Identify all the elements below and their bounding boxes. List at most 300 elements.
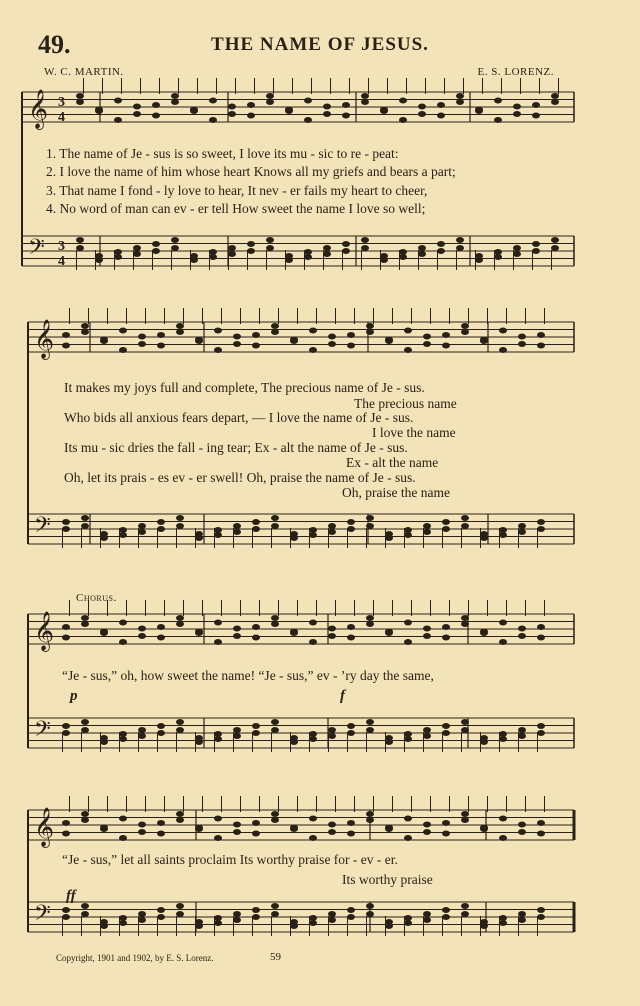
note-head: [423, 822, 431, 828]
note-head: [214, 532, 222, 538]
note-head: [209, 98, 217, 104]
note-head: [171, 93, 179, 99]
note-head: [62, 635, 70, 641]
note-head: [62, 526, 70, 532]
note-head: [475, 108, 483, 114]
note-head: [233, 334, 241, 340]
note-head: [247, 241, 255, 247]
page-number: 59: [270, 951, 281, 963]
note-head: [347, 332, 355, 338]
note-head: [290, 923, 298, 929]
note-head: [342, 248, 350, 254]
note-head: [437, 248, 445, 254]
note-head: [252, 730, 260, 736]
note-head: [290, 826, 298, 832]
note-head: [62, 730, 70, 736]
note-head: [537, 820, 545, 826]
note-head: [138, 334, 146, 340]
note-head: [347, 343, 355, 349]
note-head: [114, 254, 122, 260]
note-head: [233, 727, 241, 733]
note-head: [480, 338, 488, 344]
treble-clef-icon: 𝄞: [34, 807, 55, 847]
note-head: [347, 519, 355, 525]
note-head: [81, 727, 89, 733]
note-head: [366, 323, 374, 329]
note-head: [290, 630, 298, 636]
note-head: [423, 733, 431, 739]
note-head: [252, 914, 260, 920]
copyright-notice: Copyright, 1901 and 1902, by E. S. Lorenz.: [56, 953, 214, 963]
note-head: [62, 332, 70, 338]
note-head: [532, 113, 540, 119]
note-head: [518, 911, 526, 917]
note-head: [228, 104, 236, 110]
note-head: [195, 535, 203, 541]
note-head: [271, 523, 279, 529]
note-head: [252, 526, 260, 532]
note-head: [76, 93, 84, 99]
verse-line-1: 1. The name of Je - sus is so sweet, I love its mu - sic to re - peat:: [46, 146, 399, 161]
treble-clef-icon: 𝄞: [34, 611, 55, 651]
note-head: [152, 113, 160, 119]
note-head: [513, 111, 521, 117]
note-head: [228, 251, 236, 257]
note-head: [518, 822, 526, 828]
note-head: [62, 820, 70, 826]
note-head: [385, 535, 393, 541]
note-head: [157, 519, 165, 525]
note-head: [138, 917, 146, 923]
note-head: [456, 237, 464, 243]
note-head: [247, 248, 255, 254]
note-head: [518, 829, 526, 835]
note-head: [328, 633, 336, 639]
note-head: [157, 831, 165, 837]
note-head: [138, 829, 146, 835]
note-head: [328, 911, 336, 917]
note-head: [290, 338, 298, 344]
note-head: [347, 635, 355, 641]
note-head: [499, 328, 507, 334]
note-head: [499, 736, 507, 742]
note-head: [404, 835, 412, 841]
note-head: [442, 831, 450, 837]
note-head: [247, 113, 255, 119]
note-head: [328, 829, 336, 835]
note-head: [214, 620, 222, 626]
note-head: [233, 822, 241, 828]
note-head: [366, 817, 374, 823]
note-head: [532, 102, 540, 108]
note-head: [461, 323, 469, 329]
note-head: [328, 529, 336, 535]
note-head: [157, 343, 165, 349]
note-head: [537, 343, 545, 349]
note-head: [404, 347, 412, 353]
note-head: [366, 523, 374, 529]
note-head: [404, 816, 412, 822]
bass-clef-icon: 𝄢: [34, 513, 51, 543]
note-head: [114, 98, 122, 104]
note-head: [228, 111, 236, 117]
note-head: [518, 523, 526, 529]
note-head: [480, 535, 488, 541]
note-head: [252, 820, 260, 826]
note-head: [62, 343, 70, 349]
note-head: [328, 822, 336, 828]
note-head: [171, 245, 179, 251]
note-head: [385, 739, 393, 745]
dynamic-piano: p: [70, 688, 78, 704]
note-head: [176, 817, 184, 823]
note-head: [442, 914, 450, 920]
note-head: [81, 811, 89, 817]
note-head: [494, 254, 502, 260]
note-head: [532, 248, 540, 254]
note-head: [152, 102, 160, 108]
note-head: [404, 532, 412, 538]
note-head: [119, 835, 127, 841]
note-head: [271, 329, 279, 335]
note-head: [176, 523, 184, 529]
note-head: [442, 526, 450, 532]
note-head: [62, 914, 70, 920]
note-head: [190, 108, 198, 114]
note-head: [214, 920, 222, 926]
note-head: [380, 108, 388, 114]
note-head: [404, 328, 412, 334]
note-head: [119, 736, 127, 742]
treble-clef-icon: 𝄞: [34, 319, 55, 359]
note-head: [81, 615, 89, 621]
note-head: [342, 241, 350, 247]
note-head: [461, 727, 469, 733]
note-head: [209, 117, 217, 123]
note-head: [266, 237, 274, 243]
note-head: [423, 829, 431, 835]
note-head: [480, 923, 488, 929]
note-head: [499, 620, 507, 626]
note-head: [537, 730, 545, 736]
chorus-label: Chorus.: [76, 592, 117, 604]
note-head: [81, 719, 89, 725]
note-head: [309, 920, 317, 926]
note-head: [328, 626, 336, 632]
lyricist: W. C. MARTIN.: [44, 66, 124, 78]
note-head: [366, 515, 374, 521]
note-head: [461, 903, 469, 909]
note-head: [328, 523, 336, 529]
chorus-line-2-echo: Its worthy praise: [342, 872, 433, 887]
note-head: [285, 108, 293, 114]
note-head: [290, 739, 298, 745]
note-head: [461, 719, 469, 725]
note-head: [119, 920, 127, 926]
note-head: [176, 329, 184, 335]
time-signature-top: 3: [58, 95, 65, 110]
note-head: [347, 730, 355, 736]
verse-2-echo: I love the name: [372, 425, 456, 440]
note-head: [176, 615, 184, 621]
note-head: [157, 526, 165, 532]
note-head: [347, 820, 355, 826]
note-head: [271, 719, 279, 725]
note-head: [366, 727, 374, 733]
note-head: [252, 831, 260, 837]
note-head: [418, 111, 426, 117]
note-head: [537, 624, 545, 630]
note-head: [176, 811, 184, 817]
note-head: [499, 347, 507, 353]
note-head: [442, 343, 450, 349]
note-head: [461, 515, 469, 521]
note-head: [100, 923, 108, 929]
note-head: [138, 529, 146, 535]
note-head: [309, 328, 317, 334]
note-head: [442, 723, 450, 729]
note-head: [271, 323, 279, 329]
note-head: [323, 251, 331, 257]
note-head: [461, 811, 469, 817]
note-head: [366, 615, 374, 621]
note-head: [62, 831, 70, 837]
note-head: [119, 816, 127, 822]
note-head: [138, 822, 146, 828]
verse-line-3: 3. That name I fond - ly love to hear, It nev - er fails my heart to cheer,: [46, 183, 428, 198]
note-head: [513, 104, 521, 110]
note-head: [214, 347, 222, 353]
note-head: [176, 621, 184, 627]
note-head: [252, 635, 260, 641]
note-head: [309, 347, 317, 353]
verse-3-echo: Ex - alt the name: [346, 455, 439, 470]
note-head: [537, 907, 545, 913]
note-head: [423, 334, 431, 340]
note-head: [361, 245, 369, 251]
note-head: [214, 816, 222, 822]
note-head: [214, 639, 222, 645]
hymn-number: 49.: [38, 30, 71, 59]
note-head: [309, 639, 317, 645]
note-head: [423, 727, 431, 733]
note-head: [195, 338, 203, 344]
note-head: [81, 515, 89, 521]
note-head: [518, 334, 526, 340]
composer: E. S. LORENZ.: [477, 66, 554, 78]
note-head: [423, 341, 431, 347]
note-head: [328, 334, 336, 340]
note-head: [95, 108, 103, 114]
verse-line-2: 2. I love the name of him whose heart Knows all my griefs and bears a part;: [46, 164, 456, 179]
note-head: [513, 251, 521, 257]
note-head: [323, 245, 331, 251]
note-head: [271, 621, 279, 627]
note-head: [81, 817, 89, 823]
note-head: [271, 817, 279, 823]
note-head: [499, 639, 507, 645]
note-head: [499, 532, 507, 538]
note-head: [442, 820, 450, 826]
verse-4-refrain: Oh, let its prais - es ev - er swell! Oh, praise the name of Je - sus.: [64, 470, 416, 485]
chorus-line-2: “Je - sus,” let all saints proclaim Its worthy praise for - ev - er.: [62, 852, 398, 867]
note-head: [195, 630, 203, 636]
note-head: [304, 98, 312, 104]
note-head: [537, 519, 545, 525]
note-head: [442, 730, 450, 736]
note-head: [537, 831, 545, 837]
note-head: [81, 911, 89, 917]
note-head: [309, 620, 317, 626]
note-head: [480, 739, 488, 745]
note-head: [119, 639, 127, 645]
note-head: [157, 730, 165, 736]
treble-clef-icon: 𝄞: [28, 89, 49, 129]
note-head: [195, 826, 203, 832]
note-head: [347, 914, 355, 920]
note-head: [157, 820, 165, 826]
note-head: [404, 920, 412, 926]
note-head: [366, 621, 374, 627]
note-head: [81, 903, 89, 909]
note-head: [461, 615, 469, 621]
note-head: [456, 245, 464, 251]
note-head: [309, 736, 317, 742]
note-head: [461, 911, 469, 917]
note-head: [423, 911, 431, 917]
note-head: [233, 733, 241, 739]
note-head: [437, 113, 445, 119]
note-head: [100, 535, 108, 541]
verse-1-echo: The precious name: [354, 396, 457, 411]
note-head: [214, 328, 222, 334]
note-head: [119, 620, 127, 626]
note-head: [195, 739, 203, 745]
note-head: [461, 523, 469, 529]
note-head: [442, 907, 450, 913]
note-head: [518, 341, 526, 347]
note-head: [62, 624, 70, 630]
note-head: [233, 829, 241, 835]
note-head: [138, 733, 146, 739]
note-head: [247, 102, 255, 108]
note-head: [342, 113, 350, 119]
note-head: [233, 341, 241, 347]
chorus-line-1: “Je - sus,” oh, how sweet the name! “Je - sus,” ev - ’ry day the same,: [62, 668, 434, 683]
note-head: [437, 102, 445, 108]
note-head: [494, 98, 502, 104]
note-head: [385, 826, 393, 832]
note-head: [328, 727, 336, 733]
note-head: [252, 907, 260, 913]
note-head: [494, 117, 502, 123]
note-head: [399, 98, 407, 104]
note-head: [499, 835, 507, 841]
note-head: [100, 739, 108, 745]
note-head: [361, 237, 369, 243]
bass-clef-icon: 𝄢: [28, 235, 45, 265]
note-head: [214, 736, 222, 742]
note-head: [233, 917, 241, 923]
note-head: [518, 733, 526, 739]
note-head: [328, 341, 336, 347]
note-head: [399, 117, 407, 123]
note-head: [461, 329, 469, 335]
note-head: [304, 254, 312, 260]
note-head: [304, 117, 312, 123]
note-head: [499, 816, 507, 822]
note-head: [252, 519, 260, 525]
note-head: [532, 241, 540, 247]
note-head: [266, 99, 274, 105]
note-head: [100, 338, 108, 344]
note-head: [252, 624, 260, 630]
note-head: [537, 332, 545, 338]
note-head: [347, 526, 355, 532]
note-head: [551, 245, 559, 251]
note-head: [551, 237, 559, 243]
note-head: [347, 723, 355, 729]
note-head: [133, 111, 141, 117]
note-head: [176, 903, 184, 909]
note-head: [513, 245, 521, 251]
note-head: [418, 245, 426, 251]
note-head: [518, 633, 526, 639]
note-head: [366, 329, 374, 335]
note-head: [309, 835, 317, 841]
note-head: [266, 93, 274, 99]
note-head: [361, 99, 369, 105]
note-head: [252, 332, 260, 338]
note-head: [366, 811, 374, 817]
note-head: [152, 248, 160, 254]
note-head: [323, 104, 331, 110]
note-head: [133, 245, 141, 251]
note-head: [518, 917, 526, 923]
note-head: [76, 99, 84, 105]
note-head: [347, 831, 355, 837]
hymn-title: THE NAME OF JESUS.: [211, 34, 429, 55]
note-head: [551, 99, 559, 105]
note-head: [95, 257, 103, 263]
note-head: [62, 519, 70, 525]
note-head: [62, 907, 70, 913]
note-head: [133, 251, 141, 257]
note-head: [475, 257, 483, 263]
note-head: [152, 241, 160, 247]
time-signature-top: 3: [58, 239, 65, 254]
note-head: [195, 923, 203, 929]
note-head: [385, 338, 393, 344]
note-head: [442, 332, 450, 338]
note-head: [309, 816, 317, 822]
note-head: [228, 245, 236, 251]
note-head: [404, 620, 412, 626]
note-head: [81, 621, 89, 627]
note-head: [214, 835, 222, 841]
note-head: [499, 920, 507, 926]
note-head: [176, 719, 184, 725]
note-head: [456, 93, 464, 99]
note-head: [157, 914, 165, 920]
verse-3-refrain: Its mu - sic dries the fall - ing tear; Ex - alt the name of Je - sus.: [64, 440, 408, 455]
note-head: [157, 635, 165, 641]
note-head: [271, 811, 279, 817]
note-head: [404, 736, 412, 742]
note-head: [271, 903, 279, 909]
time-signature-bottom: 4: [58, 110, 65, 125]
verse-2-refrain: Who bids all anxious fears depart, — I love the name of Je - sus.: [64, 410, 414, 425]
